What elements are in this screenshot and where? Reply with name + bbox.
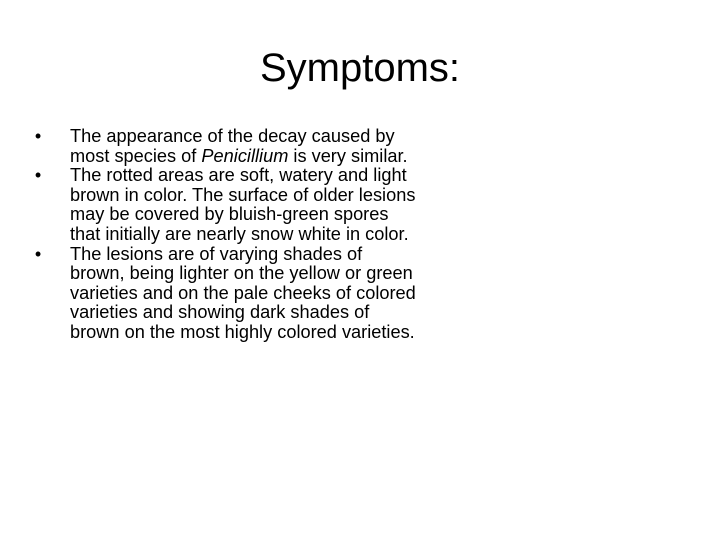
bullet-marker: • (34, 165, 42, 186)
bullet-marker: • (34, 243, 42, 264)
bullet-item-2 (28, 166, 418, 244)
bullet-item-3 (28, 245, 418, 343)
bullet-item-1 (28, 127, 418, 166)
genus-name: Penicillium (201, 145, 289, 166)
slide-title: Symptoms: (259, 46, 461, 90)
bullet-list (28, 127, 418, 343)
bullet-marker: • (34, 126, 42, 146)
bullet-text-1-start: The appearance of the decay caused by most species of (70, 126, 395, 166)
bullet-text-3: The lesions are of varying shades of brown, being lighter on the yellow or green varieties and on the pale cheeks of colored varieties and showing dark shades of brown on the most highly colored varieties. (70, 243, 416, 342)
bullet-text-2: The rotted areas are soft, watery and light brown in color. The surface of older lesions may be covered by bluish-green spores that initially are nearly snow white in color. (70, 165, 416, 244)
bullet-text-1-end: is very similar. (288, 145, 408, 166)
